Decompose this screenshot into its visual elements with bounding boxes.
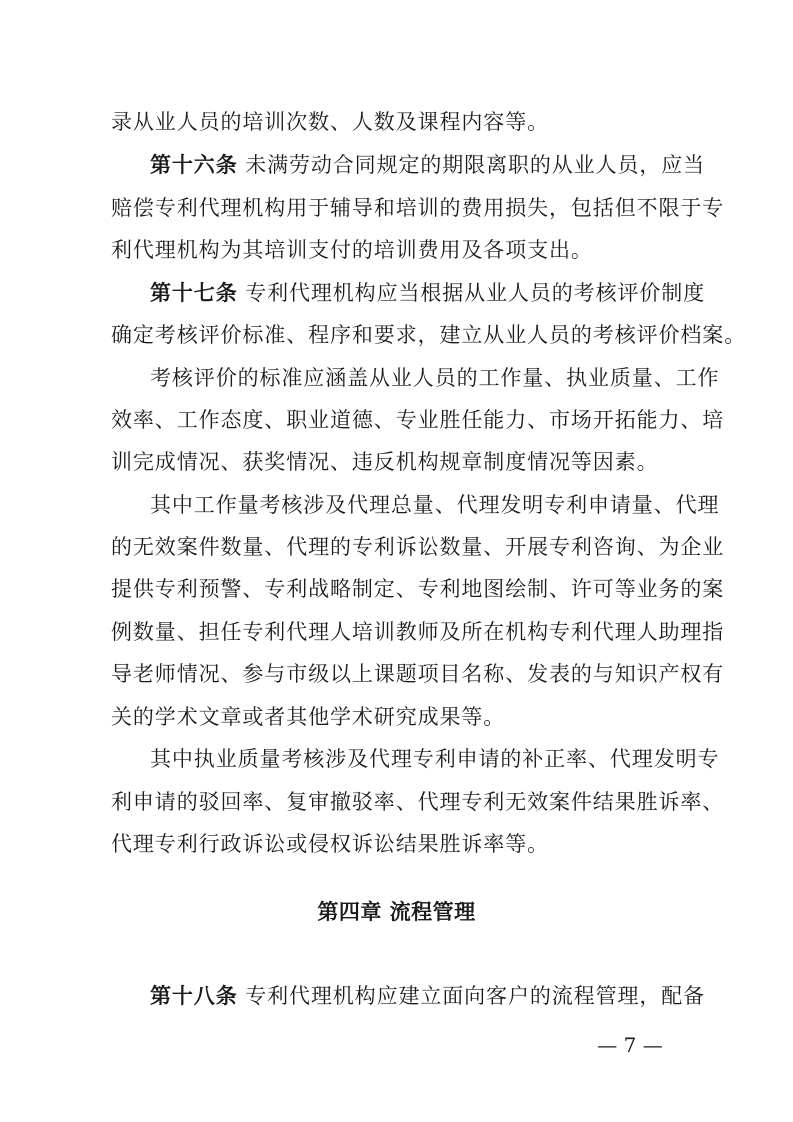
text-line: 关的学术文章或者其他学术研究成果等。 bbox=[111, 705, 506, 729]
text-line: 考核评价的标准应涵盖从业人员的工作量、执业质量、工作 bbox=[150, 366, 720, 390]
text-line: 提供专利预警、专利战略制定、专利地图绘制、许可等业务的案 bbox=[111, 577, 725, 601]
article-18-line: 第十八条 专利代理机构应建立面向客户的流程管理，配备 bbox=[150, 983, 706, 1008]
text-line: 的无效案件数量、代理的专利诉讼数量、开展专利咨询、为企业 bbox=[111, 535, 725, 559]
text-line: 例数量、担任专利代理人培训教师及所在机构专利代理人助理指 bbox=[111, 620, 725, 644]
text-line: 训完成情况、获奖情况、违反机构规章制度情况等因素。 bbox=[111, 450, 659, 474]
page-number: — 7 — bbox=[597, 1033, 663, 1057]
text-line: 确定考核评价标准、程序和要求，建立从业人员的考核评价档案。 bbox=[111, 323, 747, 347]
text-line: 代理专利行政诉讼或侵权诉讼结果胜诉率等。 bbox=[111, 832, 549, 856]
text-line: 录从业人员的培训次数、人数及课程内容等。 bbox=[111, 110, 549, 134]
chapter-title: 第四章 流程管理 bbox=[317, 899, 476, 924]
text-line: 赔偿专利代理机构用于辅导和培训的费用损失，包括但不限于专 bbox=[111, 196, 725, 220]
text-line: 导老师情况、参与市级以上课题项目名称、发表的与知识产权有 bbox=[111, 662, 725, 686]
article-16-line: 第十六条 未满劳动合同规定的期限离职的从业人员，应当 bbox=[150, 152, 706, 177]
text-line: 其中工作量考核涉及代理总量、代理发明专利申请量、代理 bbox=[150, 493, 720, 517]
article-18-heading: 第十八条 bbox=[150, 983, 238, 1008]
text-line: 效率、工作态度、职业道德、专业胜任能力、市场开拓能力、培 bbox=[111, 408, 725, 432]
text-line: 利代理机构为其培训支付的培训费用及各项支出。 bbox=[111, 238, 593, 262]
article-16-heading: 第十六条 bbox=[150, 152, 238, 177]
text-line: 利申请的驳回率、复审撤驳率、代理专利无效案件结果胜诉率、 bbox=[111, 790, 725, 814]
article-17-heading: 第十七条 bbox=[150, 280, 238, 305]
article-17-line: 第十七条 专利代理机构应当根据从业人员的考核评价制度 bbox=[150, 280, 706, 305]
text-line: 其中执业质量考核涉及代理专利申请的补正率、代理发明专 bbox=[150, 747, 720, 771]
